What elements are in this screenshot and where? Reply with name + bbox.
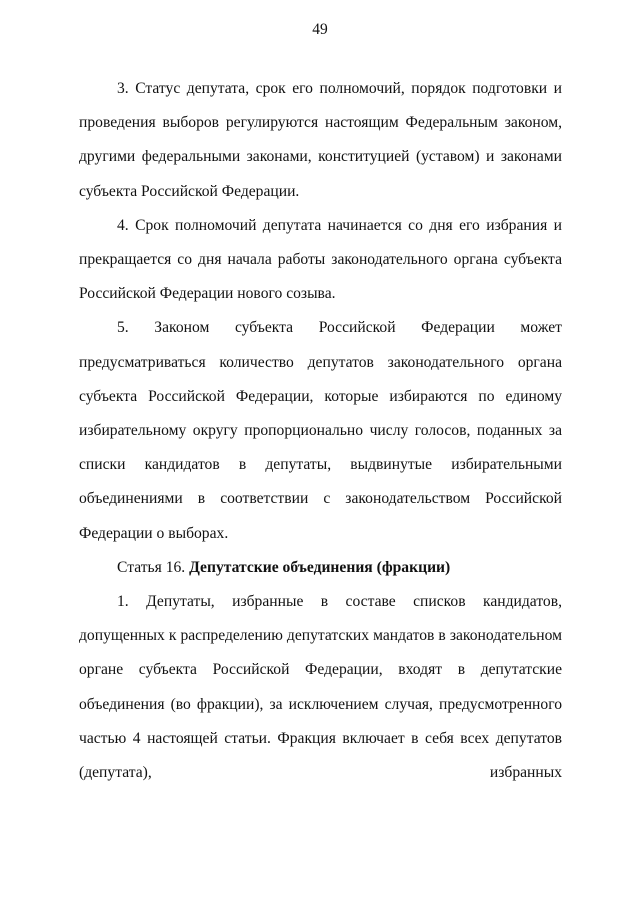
article-prefix: Статья 16. — [117, 558, 186, 576]
article-title: Депутатские объединения (фракции) — [189, 558, 451, 576]
document-body — [79, 72, 562, 790]
paragraph-5: 5. Законом субъекта Российской Федерации может предусматриваться количество депутатов законодательного органа субъекта Российской Федерации, которые избираются по единому избирательному округу пропорционально числу голосов, поданных за списки кандидатов в депутаты, выдвинутые избирательными объединениями в соответствии с законодательством Российской Федерации о выборах. — [79, 319, 562, 542]
page-number: 49 — [312, 21, 328, 38]
article-heading — [79, 551, 562, 585]
article-paragraph-1: 1. Депутаты, избранные в составе списков кандидатов, допущенных к распределению депутатских мандатов в законодательном органе субъекта Российской Федерации, входят в депутатские объединения (во фракции), за исключением случая, предусмотренного частью 4 настоящей статьи. Фракция включает в себя всех депутатов (депутата), избранных — [79, 593, 562, 782]
paragraph-4: 4. Срок полномочий депутата начинается со дня его избрания и прекращается со дня начала работы законодательного органа субъекта Российской Федерации нового созыва. — [79, 216, 562, 303]
paragraph-3: 3. Статус депутата, срок его полномочий, порядок подготовки и проведения выборов регулируются настоящим Федеральным законом, другими федеральными законами, конституцией (уставом) и законами субъекта Российской Федерации. — [79, 80, 562, 200]
